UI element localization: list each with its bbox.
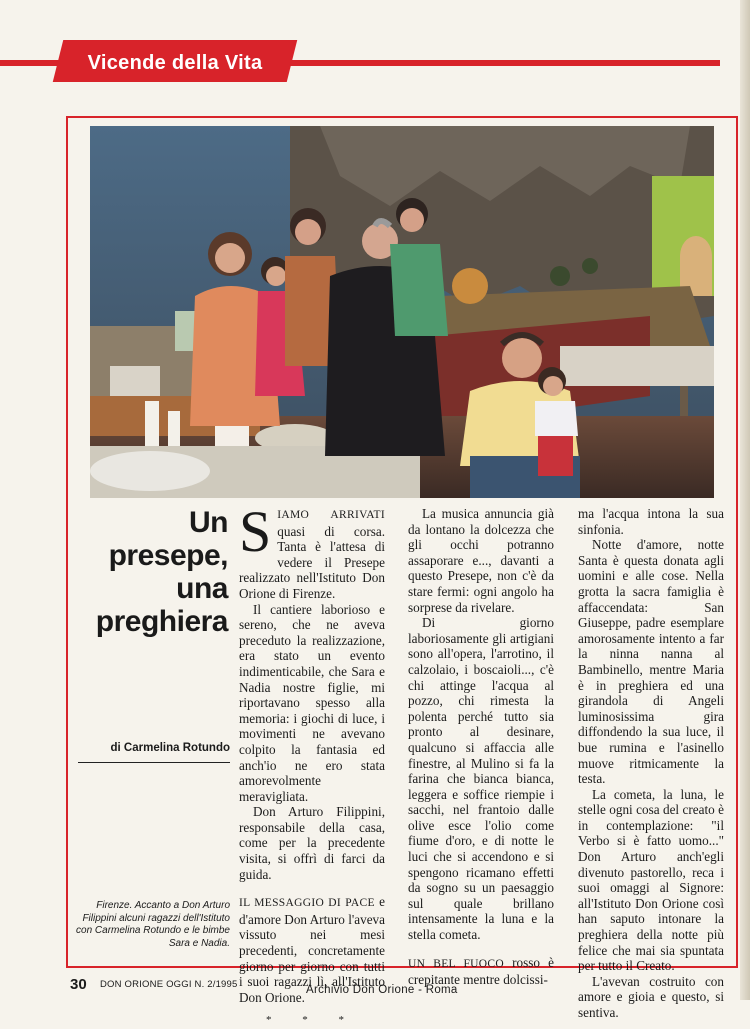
page-edge bbox=[740, 0, 750, 1000]
title-line: presepe, bbox=[108, 539, 228, 572]
paragraph: ma l'acqua intona la sua sinfonia. bbox=[578, 506, 724, 537]
section-lead-in: IL MESSAGGIO DI PACE bbox=[239, 897, 375, 910]
title-line: una bbox=[176, 572, 228, 605]
paragraph: L'avevan costruito con amore e gioia e questo, si sentiva. bbox=[578, 973, 724, 1020]
archive-watermark: Archivio Don Orione - Roma bbox=[306, 984, 458, 996]
section-title: Vicende della Vita bbox=[87, 52, 263, 74]
magazine-name: DON ORIONE OGGI N. 2/1995 bbox=[100, 979, 238, 990]
article-column-1 bbox=[239, 499, 386, 1029]
section-separator: * * * bbox=[266, 1014, 358, 1027]
title-line: Un bbox=[189, 506, 228, 539]
article-column-2 bbox=[408, 506, 554, 988]
article-photo bbox=[90, 126, 714, 498]
article-column-3 bbox=[578, 506, 724, 1021]
paragraph-text: quasi di corsa. Tanta è l'attesa di vedere il Presepe realizzato nell'Istituto Don Orione di Firenze. bbox=[239, 523, 385, 601]
header-rule-right bbox=[290, 60, 720, 66]
paragraph: Di giorno laboriosamente gli artigiani sono all'opera, l'arrotino, il calzolaio, i boscaioli..., c'è chi attinge l'acqua al pozzo, chi rimesta la polenta perché tutto sia pronto al desinare, qualcuno si affaccia alle finestre, al Mulino si fa la farina che bianca bianca, leggera e soffice riempie i sacchi, nel frantoio dalle olive esce l'olio come fiume d'oro, e di notte le luci che si accendono e si spengono ricamano effetti da sogno su un paesaggio sul quale brillano intensamente la luna e la stella cometa. bbox=[408, 615, 554, 943]
page-number: 30 bbox=[70, 976, 87, 993]
paragraph: Don Arturo Filippini, responsabile della casa, come per la precedente visita, si offrì di farci da guida. bbox=[239, 804, 385, 882]
title-line: preghiera bbox=[95, 605, 228, 638]
drop-cap: S bbox=[239, 499, 272, 564]
paragraph: La musica annuncia già da lontano la dolcezza che gli occhi potranno assaporare e..., davanti a questo Presepe, non c'è da stare fermi: ogni angolo ha sorprese da rivelare. bbox=[408, 506, 554, 615]
paragraph-text: e d'amore Don Arturo l'aveva vissuto nei mesi precedenti, concretamente giorno per giorno con tutti i suoi ragazzi lì, all'Istituto Don Orione. bbox=[239, 894, 386, 1005]
paragraph-text: rosso è crepitante mentre dolcissi- bbox=[408, 954, 555, 988]
paragraph: Notte d'amore, notte Santa è questa donata agli uomini e alle cose. Nella grotta la sacra famiglia è affaccendata: San Giuseppe, padre esemplare amorosamente intento a far la ninna nanna al Bambinello, mentre Maria è in preghiera ed una girandola di Angeli luminosissima gira diffondendo la sua luce, il bue rumina e l'asinello muove ritmicamente la testa. bbox=[578, 537, 724, 787]
author-byline: di Carmelina Rotundo bbox=[110, 742, 230, 754]
section-lead-in: UN BEL FUOCO bbox=[408, 957, 504, 970]
paragraph bbox=[239, 499, 385, 602]
article-title bbox=[92, 506, 228, 638]
author-divider bbox=[78, 762, 230, 763]
paragraph bbox=[408, 955, 554, 988]
paragraph: Il cantiere laborioso e sereno, che ne aveva preceduto la realizzazione, era stato un evento indimenticabile, che Sara e Nadia nostre figlie, mi riportavano spesso alla memoria: i giochi di luce, i movimenti ne avevano colpito la fantasia ed anch'io ne ero stata amorevolmente meravigliata. bbox=[239, 601, 385, 804]
paragraph: La cometa, la luna, le stelle ogni cosa del creato è in contemplazione: "il Verbo si è fatto uomo..." Don Arturo anch'egli divenuto pastorello, reca i suoi omaggi al Signore: all'Istituto Don Orione così han saputo intonare la preghiera della notte più felice che mai sia spuntata per tutto il Creato. bbox=[578, 786, 724, 974]
photo-caption: Firenze. Accanto a Don Arturo Filippini alcuni ragazzi dell'Istituto con Carmelina Rotundo e le bimbe Sara e Nadia. bbox=[76, 900, 230, 949]
lead-in: IAMO ARRIVATI bbox=[277, 509, 385, 521]
